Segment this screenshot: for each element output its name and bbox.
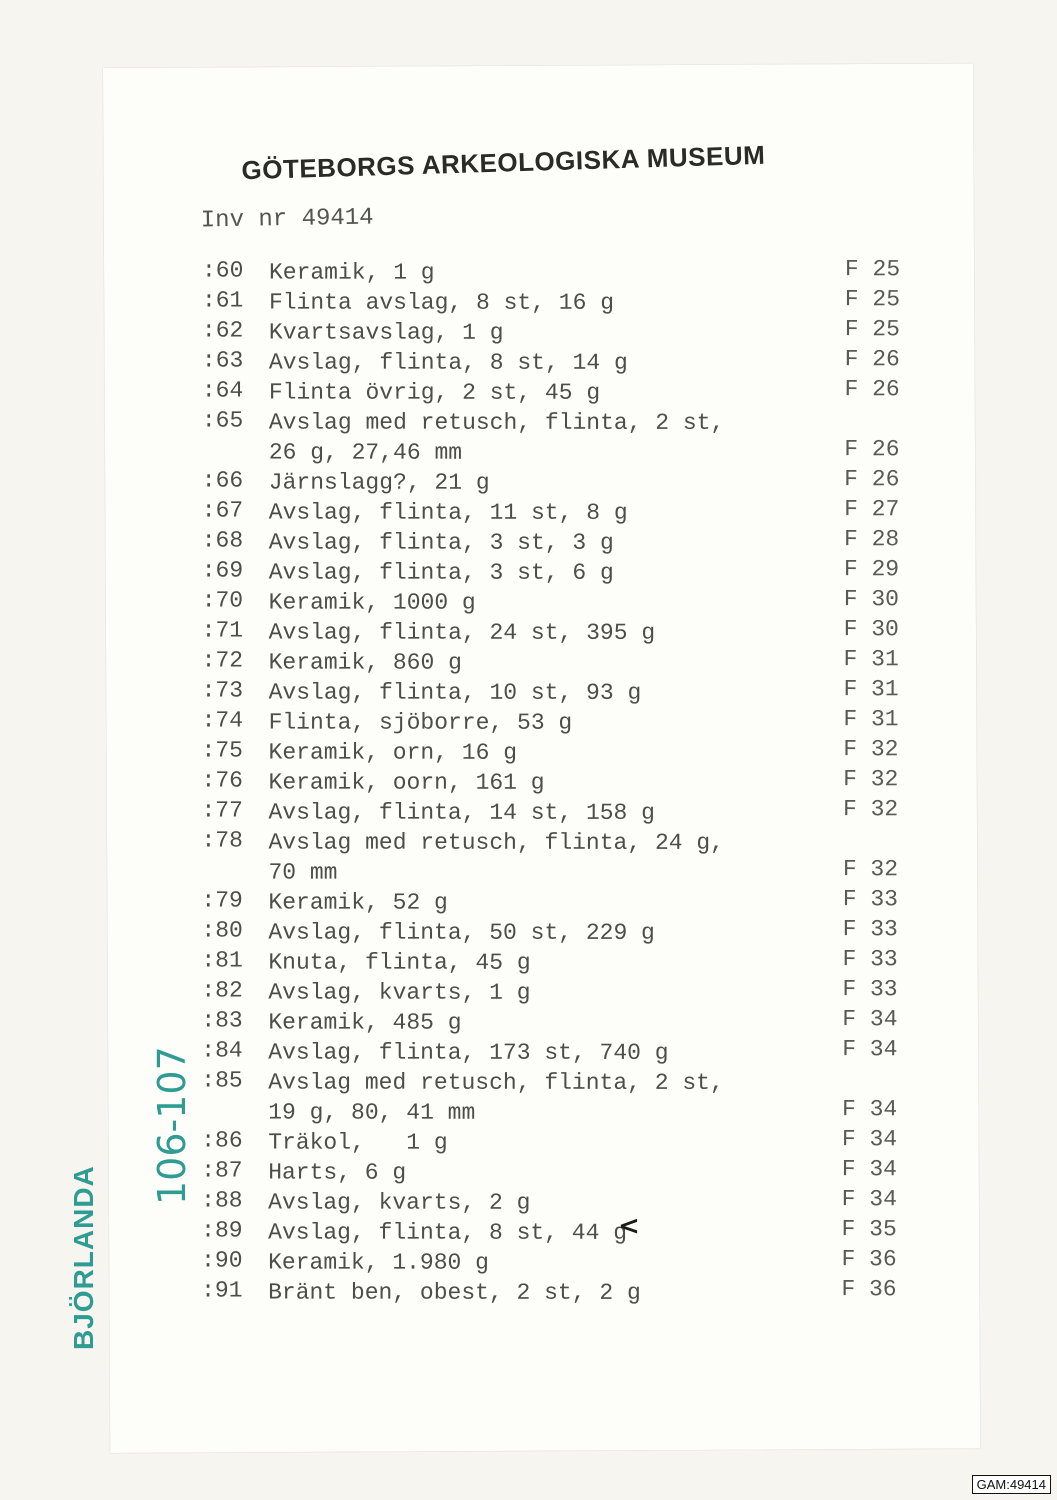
item-row bbox=[201, 1277, 921, 1308]
item-number: :65 bbox=[201, 407, 244, 434]
item-number: :90 bbox=[201, 1247, 243, 1274]
item-row bbox=[202, 677, 922, 708]
item-description-line: Knuta, flinta, 45 g bbox=[268, 949, 531, 976]
item-number: :74 bbox=[201, 707, 244, 734]
item-row bbox=[201, 1067, 921, 1128]
item-row bbox=[202, 767, 922, 798]
item-description-line: Avslag, flinta, 14 st, 158 g bbox=[268, 799, 655, 826]
item-number: :88 bbox=[201, 1187, 243, 1214]
item-description-line: 19 g, 80, 41 mm bbox=[268, 1099, 476, 1126]
item-list bbox=[201, 257, 922, 1308]
field-reference: F 33 bbox=[842, 946, 898, 973]
item-description-line: Keramik, 1 g bbox=[268, 259, 435, 286]
item-number: :83 bbox=[201, 1007, 243, 1034]
item-number: :70 bbox=[201, 587, 244, 614]
item-row bbox=[202, 317, 922, 348]
item-row bbox=[201, 827, 921, 888]
field-reference: F 26 bbox=[844, 436, 900, 463]
item-description-line: 26 g, 27,46 mm bbox=[268, 439, 463, 466]
item-description-line: Flinta avslag, 8 st, 16 g bbox=[268, 289, 615, 316]
handwritten-mark: < bbox=[617, 1211, 640, 1242]
field-reference: F 34 bbox=[841, 1186, 897, 1213]
item-description bbox=[269, 768, 545, 798]
item-row bbox=[201, 1217, 921, 1248]
item-number: :78 bbox=[201, 827, 243, 854]
item-number: :84 bbox=[201, 1037, 243, 1064]
item-description-line: Avslag, flinta, 50 st, 229 g bbox=[268, 919, 655, 946]
item-number: :91 bbox=[201, 1277, 243, 1304]
item-description bbox=[269, 348, 628, 378]
inventory-number: Inv nr 49414 bbox=[200, 204, 374, 235]
field-reference: F 29 bbox=[843, 556, 900, 583]
item-row bbox=[201, 917, 921, 948]
item-row bbox=[202, 647, 922, 678]
item-description bbox=[269, 258, 435, 288]
item-number: :66 bbox=[201, 467, 244, 494]
item-description-line: Keramik, 1000 g bbox=[268, 589, 476, 616]
item-description-line: Flinta övrig, 2 st, 45 g bbox=[268, 379, 601, 406]
museum-title: GÖTEBORGS ARKEOLOGISKA MUSEUM bbox=[241, 139, 766, 186]
field-reference: F 34 bbox=[841, 1096, 898, 1123]
item-description bbox=[269, 558, 614, 588]
item-number: :79 bbox=[201, 887, 243, 914]
item-number: :86 bbox=[201, 1127, 243, 1154]
item-description bbox=[269, 708, 573, 738]
field-reference: F 33 bbox=[842, 976, 898, 1003]
item-description bbox=[269, 678, 642, 708]
field-reference: F 25 bbox=[844, 316, 900, 343]
item-row bbox=[202, 617, 922, 648]
field-reference: F 36 bbox=[841, 1246, 897, 1273]
item-row bbox=[202, 377, 922, 408]
item-description bbox=[269, 588, 476, 618]
field-reference: F 31 bbox=[843, 706, 899, 733]
item-number: :71 bbox=[201, 617, 244, 644]
item-row bbox=[202, 527, 922, 558]
item-row bbox=[202, 407, 922, 468]
item-description-line: Harts, 6 g bbox=[268, 1159, 407, 1186]
item-row bbox=[202, 347, 922, 378]
item-description bbox=[268, 1038, 668, 1068]
item-description-line: Keramik, oorn, 161 g bbox=[268, 769, 545, 796]
item-number: :82 bbox=[201, 977, 243, 1004]
field-reference-list bbox=[841, 254, 945, 1304]
field-reference: F 25 bbox=[844, 286, 901, 313]
item-description bbox=[268, 1158, 406, 1188]
item-number: :60 bbox=[201, 257, 244, 284]
item-description-line: Avslag, flinta, 8 st, 14 g bbox=[268, 349, 628, 376]
item-description-line: Avslag med retusch, flinta, 2 st, bbox=[268, 409, 725, 436]
item-row bbox=[201, 1127, 921, 1158]
item-description-line: Flinta, sjöborre, 53 g bbox=[268, 709, 573, 736]
catalog-card bbox=[103, 63, 980, 1453]
item-row bbox=[202, 707, 922, 738]
item-number: :63 bbox=[201, 347, 244, 374]
item-description bbox=[268, 798, 654, 828]
item-row bbox=[202, 557, 922, 588]
item-description-line: Keramik, 52 g bbox=[268, 889, 448, 916]
item-description-line: Järnslagg?, 21 g bbox=[268, 469, 490, 496]
item-row bbox=[201, 947, 921, 978]
item-description bbox=[268, 918, 654, 948]
item-description bbox=[268, 1248, 489, 1278]
field-reference: F 33 bbox=[842, 886, 898, 913]
item-description-line: Avslag, kvarts, 1 g bbox=[268, 979, 531, 1006]
item-description bbox=[269, 318, 504, 348]
item-description bbox=[269, 648, 462, 678]
item-description-line: Kvartsavslag, 1 g bbox=[268, 319, 504, 346]
item-number: :87 bbox=[201, 1157, 243, 1184]
field-reference: F 26 bbox=[844, 346, 900, 373]
item-description-line: Träkol, 1 g bbox=[268, 1129, 448, 1156]
item-description bbox=[269, 408, 725, 468]
item-row bbox=[201, 1007, 921, 1038]
field-reference: F 33 bbox=[842, 916, 898, 943]
item-description-line: Avslag, flinta, 3 st, 3 g bbox=[268, 529, 614, 556]
item-description bbox=[268, 978, 530, 1008]
item-number: :62 bbox=[201, 317, 244, 344]
field-reference: F 34 bbox=[842, 1006, 898, 1033]
item-description bbox=[268, 1218, 627, 1248]
item-description-line: Avslag, flinta, 173 st, 740 g bbox=[268, 1039, 669, 1066]
item-number: :81 bbox=[201, 947, 243, 974]
item-row bbox=[201, 1157, 921, 1188]
field-reference: F 32 bbox=[843, 736, 899, 763]
item-description bbox=[268, 1278, 641, 1308]
item-description-line: Avslag, flinta, 3 st, 6 g bbox=[268, 559, 614, 586]
field-reference: F 31 bbox=[843, 646, 899, 673]
field-reference: F 34 bbox=[841, 1126, 898, 1153]
item-description-line: Avslag, kvarts, 2 g bbox=[268, 1189, 531, 1216]
item-description bbox=[268, 948, 530, 978]
item-number: :67 bbox=[201, 497, 244, 524]
field-reference: F 36 bbox=[841, 1276, 897, 1303]
item-description-line: Keramik, 485 g bbox=[268, 1009, 462, 1036]
field-reference: F 27 bbox=[844, 496, 900, 523]
item-row bbox=[201, 1247, 921, 1278]
field-reference: F 30 bbox=[843, 586, 900, 613]
item-row bbox=[202, 737, 922, 768]
item-number: :68 bbox=[201, 527, 244, 554]
field-reference: F 26 bbox=[844, 466, 900, 493]
item-row bbox=[201, 1037, 921, 1068]
field-reference: F 34 bbox=[841, 1156, 898, 1183]
item-description bbox=[268, 1008, 461, 1038]
item-number: :64 bbox=[201, 377, 244, 404]
item-description-line: Keramik, 1.980 g bbox=[268, 1249, 489, 1276]
item-description-line: Avslag, flinta, 24 st, 395 g bbox=[268, 619, 656, 646]
item-row bbox=[202, 467, 922, 498]
item-row bbox=[202, 287, 922, 318]
handwritten-note: 106-107 bbox=[150, 1046, 194, 1205]
item-row bbox=[202, 497, 922, 528]
item-description bbox=[268, 828, 724, 888]
item-row bbox=[201, 797, 921, 828]
item-number: :73 bbox=[201, 677, 244, 704]
item-description-line: Keramik, orn, 16 g bbox=[268, 739, 518, 766]
item-description-line: 70 mm bbox=[268, 859, 338, 886]
field-reference: F 32 bbox=[843, 766, 899, 793]
item-row bbox=[201, 977, 921, 1008]
field-reference: F 25 bbox=[844, 256, 901, 283]
item-row bbox=[201, 1187, 921, 1218]
item-number: :72 bbox=[201, 647, 244, 674]
item-description-line: Bränt ben, obest, 2 st, 2 g bbox=[268, 1279, 641, 1306]
item-number: :85 bbox=[201, 1067, 243, 1094]
item-row bbox=[201, 887, 921, 918]
item-description-line: Avslag med retusch, flinta, 2 st, bbox=[268, 1069, 724, 1096]
item-description bbox=[268, 888, 447, 918]
item-number: :76 bbox=[201, 767, 243, 794]
field-reference: F 31 bbox=[843, 676, 899, 703]
field-reference: F 32 bbox=[842, 856, 899, 883]
item-description bbox=[269, 618, 655, 648]
item-description-line: Avslag, flinta, 8 st, 44 g bbox=[268, 1219, 628, 1246]
item-row bbox=[202, 257, 922, 288]
field-reference: F 32 bbox=[843, 796, 899, 823]
item-number: :77 bbox=[201, 797, 243, 824]
field-reference: F 28 bbox=[843, 526, 900, 553]
field-reference: F 34 bbox=[842, 1036, 898, 1063]
item-description bbox=[269, 468, 490, 498]
item-description bbox=[269, 528, 614, 558]
item-description bbox=[269, 378, 600, 408]
archive-id: GAM:49414 bbox=[972, 1475, 1051, 1494]
item-description bbox=[269, 498, 628, 528]
item-description-line: Avslag, flinta, 11 st, 8 g bbox=[268, 499, 628, 526]
item-number: :61 bbox=[201, 287, 244, 314]
item-description-line: Keramik, 860 g bbox=[268, 649, 462, 676]
item-description bbox=[268, 1128, 447, 1158]
item-number: :89 bbox=[201, 1217, 243, 1244]
item-description bbox=[268, 1188, 530, 1218]
item-description-line: Avslag med retusch, flinta, 24 g, bbox=[268, 829, 724, 856]
item-description bbox=[268, 1068, 724, 1128]
item-number: :75 bbox=[201, 737, 243, 764]
item-description bbox=[269, 738, 517, 768]
item-number: :69 bbox=[201, 557, 244, 584]
item-row bbox=[202, 587, 922, 618]
item-description bbox=[269, 288, 614, 318]
field-reference: F 26 bbox=[844, 376, 900, 403]
field-reference: F 35 bbox=[841, 1216, 897, 1243]
item-number: :80 bbox=[201, 917, 243, 944]
site-stamp: BJÖRLANDA bbox=[68, 1165, 99, 1350]
field-reference: F 30 bbox=[843, 616, 899, 643]
item-description-line: Avslag, flinta, 10 st, 93 g bbox=[268, 679, 642, 706]
